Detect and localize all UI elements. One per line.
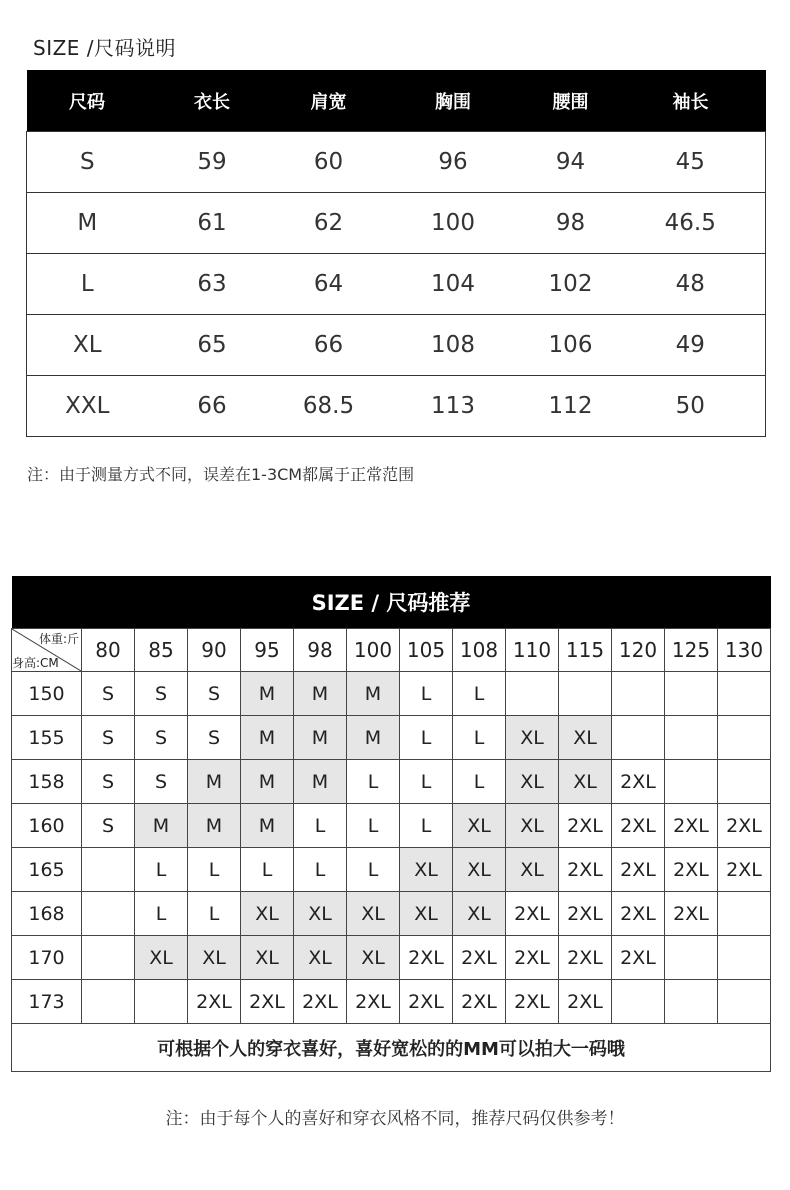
weight-header: 80 [82, 629, 135, 672]
recommend-cell: L [294, 848, 347, 892]
recommend-cell: XL [135, 936, 188, 980]
size-value: 45 [616, 132, 766, 193]
size-value: 63 [148, 254, 277, 315]
header-shoulder: 肩宽 [277, 70, 381, 132]
header-waist: 腰围 [526, 70, 616, 132]
recommend-cell: 2XL [241, 980, 294, 1024]
recommend-cell: 2XL [400, 936, 453, 980]
recommend-cell [135, 980, 188, 1024]
recommend-cell [82, 936, 135, 980]
recommend-cell: 2XL [665, 804, 718, 848]
recommend-cell [665, 980, 718, 1024]
recommend-cell: 2XL [612, 804, 665, 848]
recommend-cell: S [135, 716, 188, 760]
size-label: L [27, 254, 148, 315]
recommend-cell: S [82, 716, 135, 760]
recommend-cell: XL [347, 892, 400, 936]
recommend-cell [665, 760, 718, 804]
recommend-cell: L [400, 716, 453, 760]
recommend-cell: XL [506, 716, 559, 760]
size-label: XL [27, 315, 148, 376]
recommend-cell: 2XL [453, 936, 506, 980]
recommend-cell [665, 716, 718, 760]
recommend-cell: 2XL [665, 848, 718, 892]
size-value: 108 [381, 315, 526, 376]
header-length: 衣长 [148, 70, 277, 132]
recommend-cell: 2XL [294, 980, 347, 1024]
recommend-cell: 2XL [506, 936, 559, 980]
recommend-cell: XL [188, 936, 241, 980]
header-sleeve: 袖长 [616, 70, 766, 132]
recommend-cell: 2XL [188, 980, 241, 1024]
recommend-cell: 2XL [559, 892, 612, 936]
size-value: 50 [616, 376, 766, 437]
height-label: 165 [12, 848, 82, 892]
recommend-cell: 2XL [453, 980, 506, 1024]
recommend-row [12, 672, 771, 716]
size-chart-body [27, 132, 766, 437]
size-value: 104 [381, 254, 526, 315]
weight-header: 95 [241, 629, 294, 672]
size-chart-row [27, 193, 766, 254]
header-chest: 胸围 [381, 70, 526, 132]
size-chart-title: SIZE /尺码说明 [33, 36, 177, 60]
recommend-cell: XL [453, 804, 506, 848]
size-value: 68.5 [277, 376, 381, 437]
height-label: 155 [12, 716, 82, 760]
recommend-cell [718, 980, 771, 1024]
recommend-cell: M [347, 672, 400, 716]
recommend-cell [718, 936, 771, 980]
recommend-table [11, 576, 771, 1072]
size-label: XXL [27, 376, 148, 437]
recommend-note: 注：由于每个人的喜好和穿衣风格不同，推荐尺码仅供参考！ [165, 1109, 625, 1129]
size-value: 62 [277, 193, 381, 254]
weight-header: 98 [294, 629, 347, 672]
recommend-row [12, 716, 771, 760]
size-value: 113 [381, 376, 526, 437]
corner-cell [12, 629, 82, 672]
size-value: 66 [277, 315, 381, 376]
recommend-cell: S [82, 804, 135, 848]
recommend-cell: XL [453, 848, 506, 892]
recommend-cell: L [188, 848, 241, 892]
recommend-cell: 2XL [347, 980, 400, 1024]
weight-header: 125 [665, 629, 718, 672]
size-value: 49 [616, 315, 766, 376]
recommend-row [12, 760, 771, 804]
weight-header: 85 [135, 629, 188, 672]
recommend-cell [82, 892, 135, 936]
size-value: 96 [381, 132, 526, 193]
recommend-cell: XL [559, 760, 612, 804]
weight-row [12, 629, 771, 672]
size-chart-row [27, 376, 766, 437]
size-chart-row [27, 132, 766, 193]
size-label: M [27, 193, 148, 254]
header-size: 尺码 [27, 70, 148, 132]
recommend-row [12, 804, 771, 848]
size-label: S [27, 132, 148, 193]
recommend-cell [718, 760, 771, 804]
size-value: 94 [526, 132, 616, 193]
weight-header: 120 [612, 629, 665, 672]
recommend-cell [718, 672, 771, 716]
recommend-cell: 2XL [612, 760, 665, 804]
height-label: 158 [12, 760, 82, 804]
height-label: 168 [12, 892, 82, 936]
recommend-cell: L [347, 804, 400, 848]
recommend-cell: S [82, 760, 135, 804]
recommend-cell: XL [400, 892, 453, 936]
size-value: 48 [616, 254, 766, 315]
recommend-cell: S [188, 716, 241, 760]
recommend-cell: L [241, 848, 294, 892]
recommend-cell: 2XL [612, 848, 665, 892]
size-value: 100 [381, 193, 526, 254]
recommend-row [12, 936, 771, 980]
size-value: 46.5 [616, 193, 766, 254]
weight-header: 105 [400, 629, 453, 672]
size-chart-row [27, 254, 766, 315]
recommend-cell: M [294, 716, 347, 760]
weight-header: 100 [347, 629, 400, 672]
size-chart-note: 注：由于测量方式不同，误差在1-3CM都属于正常范围 [27, 465, 415, 484]
recommend-header-row [12, 576, 771, 629]
recommend-row [12, 848, 771, 892]
recommend-cell: XL [506, 804, 559, 848]
weight-header: 115 [559, 629, 612, 672]
recommend-cell: L [400, 760, 453, 804]
recommend-cell: M [241, 716, 294, 760]
recommend-cell: M [241, 672, 294, 716]
recommend-cell: 2XL [506, 980, 559, 1024]
recommend-cell: 2XL [612, 892, 665, 936]
recommend-cell: L [400, 672, 453, 716]
size-chart-table [26, 70, 766, 437]
weight-header: 108 [453, 629, 506, 672]
recommend-cell: L [347, 848, 400, 892]
size-value: 112 [526, 376, 616, 437]
recommend-cell: M [241, 804, 294, 848]
recommend-cell: 2XL [506, 892, 559, 936]
recommend-cell: 2XL [612, 936, 665, 980]
corner-height-label: 身高:CM [12, 656, 59, 670]
recommend-cell: XL [347, 936, 400, 980]
recommend-cell: L [453, 760, 506, 804]
recommend-cell: XL [506, 848, 559, 892]
recommend-cell: M [188, 804, 241, 848]
recommend-cell [718, 716, 771, 760]
recommend-cell: S [82, 672, 135, 716]
recommend-cell: M [241, 760, 294, 804]
corner-weight-label: 体重:斤 [38, 632, 79, 646]
recommend-cell: M [188, 760, 241, 804]
recommend-cell: XL [400, 848, 453, 892]
recommend-title: SIZE / 尺码推荐 [12, 576, 771, 629]
recommend-cell [665, 672, 718, 716]
recommend-cell [506, 672, 559, 716]
recommend-cell: L [400, 804, 453, 848]
size-chart-header-row [27, 70, 766, 132]
recommend-cell: M [347, 716, 400, 760]
recommend-cell [612, 672, 665, 716]
recommend-cell: L [135, 848, 188, 892]
recommend-cell [612, 980, 665, 1024]
recommend-cell: L [453, 716, 506, 760]
recommend-cell: S [135, 672, 188, 716]
recommend-cell: 2XL [400, 980, 453, 1024]
size-value: 98 [526, 193, 616, 254]
recommend-cell: 2XL [718, 804, 771, 848]
height-label: 160 [12, 804, 82, 848]
recommend-cell: XL [294, 936, 347, 980]
recommend-cell: 2XL [665, 892, 718, 936]
size-value: 102 [526, 254, 616, 315]
height-label: 150 [12, 672, 82, 716]
recommend-cell: L [453, 672, 506, 716]
recommend-cell: 2XL [559, 980, 612, 1024]
size-value: 65 [148, 315, 277, 376]
recommend-cell: XL [294, 892, 347, 936]
recommend-cell: XL [559, 716, 612, 760]
recommend-cell [82, 980, 135, 1024]
recommend-cell [718, 892, 771, 936]
recommend-cell: 2XL [559, 936, 612, 980]
size-value: 60 [277, 132, 381, 193]
size-value: 64 [277, 254, 381, 315]
recommend-cell: M [294, 672, 347, 716]
weight-header: 90 [188, 629, 241, 672]
recommend-footer-row [12, 1024, 771, 1072]
recommend-cell: S [135, 760, 188, 804]
size-value: 66 [148, 376, 277, 437]
recommend-cell: 2XL [559, 804, 612, 848]
recommend-cell: L [347, 760, 400, 804]
recommend-cell: 2XL [559, 848, 612, 892]
recommend-cell [559, 672, 612, 716]
recommend-cell: XL [241, 936, 294, 980]
weight-header: 130 [718, 629, 771, 672]
recommend-cell: XL [241, 892, 294, 936]
recommend-cell [82, 848, 135, 892]
height-label: 173 [12, 980, 82, 1024]
size-chart-row [27, 315, 766, 376]
recommend-cell [612, 716, 665, 760]
recommend-cell: L [294, 804, 347, 848]
recommend-cell: M [294, 760, 347, 804]
size-value: 106 [526, 315, 616, 376]
recommend-cell: 2XL [718, 848, 771, 892]
height-label: 170 [12, 936, 82, 980]
recommend-cell: M [135, 804, 188, 848]
weight-header: 110 [506, 629, 559, 672]
recommend-cell: XL [506, 760, 559, 804]
recommend-cell: L [188, 892, 241, 936]
recommend-row [12, 892, 771, 936]
recommend-row [12, 980, 771, 1024]
recommend-cell: L [135, 892, 188, 936]
recommend-cell [665, 936, 718, 980]
size-value: 61 [148, 193, 277, 254]
recommend-footer: 可根据个人的穿衣喜好，喜好宽松的的MM可以拍大一码哦 [12, 1024, 771, 1072]
recommend-cell: S [188, 672, 241, 716]
size-value: 59 [148, 132, 277, 193]
recommend-cell: XL [453, 892, 506, 936]
